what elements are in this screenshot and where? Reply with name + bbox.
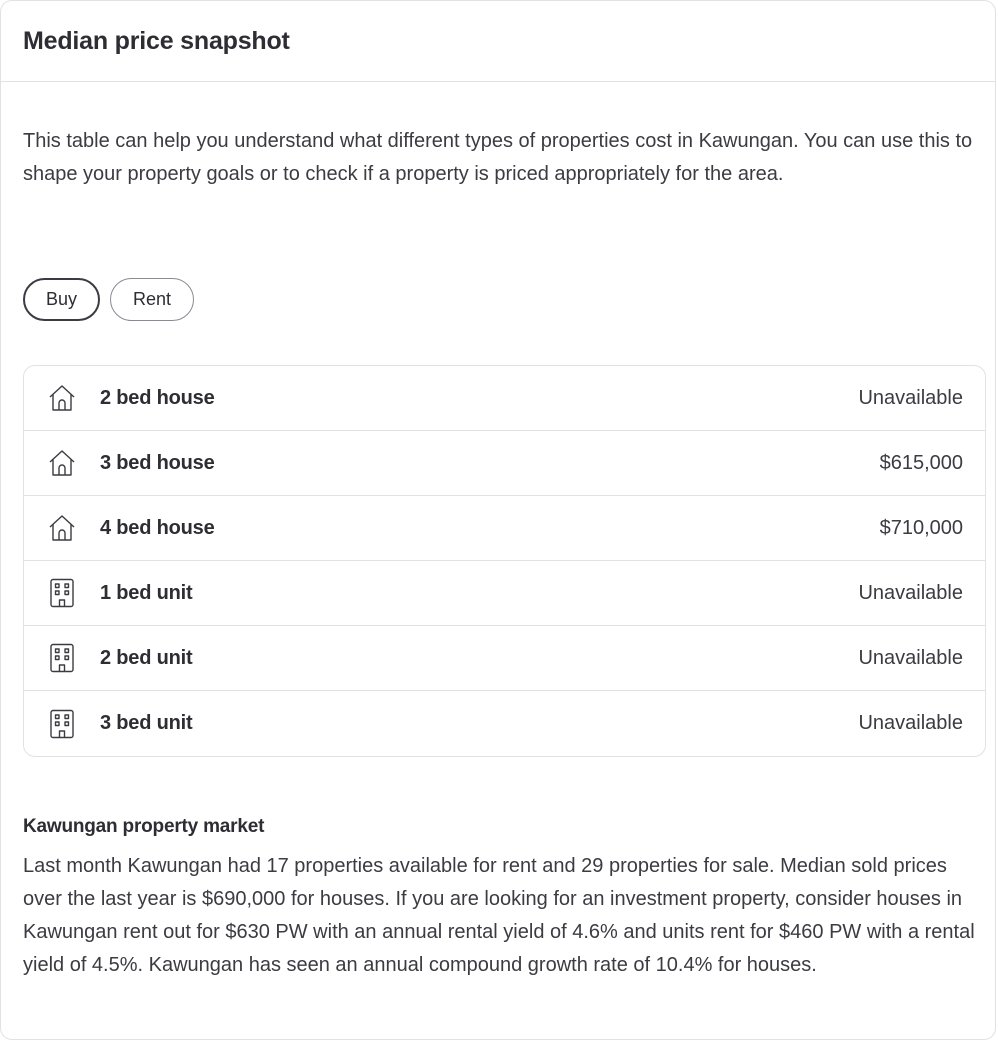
rent-button[interactable]: Rent [110, 278, 194, 321]
row-value: Unavailable [858, 386, 963, 409]
card-header [1, 1, 995, 82]
price-table [23, 365, 986, 757]
market-summary-text: Last month Kawungan had 17 properties available for rent and 29 properties for sale. Median sold prices over the last year is $690,000 for houses. If you are looking for an investment property, consider houses in Kawungan rent out for $630 PW with an annual rental yield of 4.6% and units rent for $460 PW with a rental yield of 4.5%. Kawungan has seen an annual compound growth rate of 10.4% for houses. [23, 855, 975, 976]
building-icon [46, 577, 78, 609]
house-icon [46, 382, 78, 414]
house-icon [46, 447, 78, 479]
table-row [24, 431, 985, 496]
row-label: 4 bed house [100, 516, 215, 539]
table-row [24, 366, 985, 431]
row-label: 2 bed house [100, 386, 215, 409]
buy-rent-toggle [23, 278, 194, 321]
table-row [24, 496, 985, 561]
table-row [24, 561, 985, 626]
row-value: $615,000 [879, 451, 963, 474]
row-label: 1 bed unit [100, 581, 193, 604]
table-row [24, 626, 985, 691]
row-value: $710,000 [879, 516, 963, 539]
building-icon [46, 642, 78, 674]
table-row [24, 691, 985, 756]
market-section-title: Kawungan property market [23, 816, 265, 837]
house-icon [46, 512, 78, 544]
row-label: 3 bed house [100, 451, 215, 474]
row-label: 3 bed unit [100, 712, 193, 734]
intro-text: This table can help you understand what different types of properties cost in Kawungan. You can use this to shape your property goals or to check if a property is priced appropriately for the area. [23, 130, 973, 185]
building-icon [46, 708, 78, 740]
row-value: Unavailable [858, 712, 963, 734]
row-value: Unavailable [858, 581, 963, 604]
buy-button[interactable]: Buy [23, 278, 100, 321]
card-title: Median price snapshot [23, 26, 290, 55]
row-value: Unavailable [858, 646, 963, 669]
row-label: 2 bed unit [100, 646, 193, 669]
